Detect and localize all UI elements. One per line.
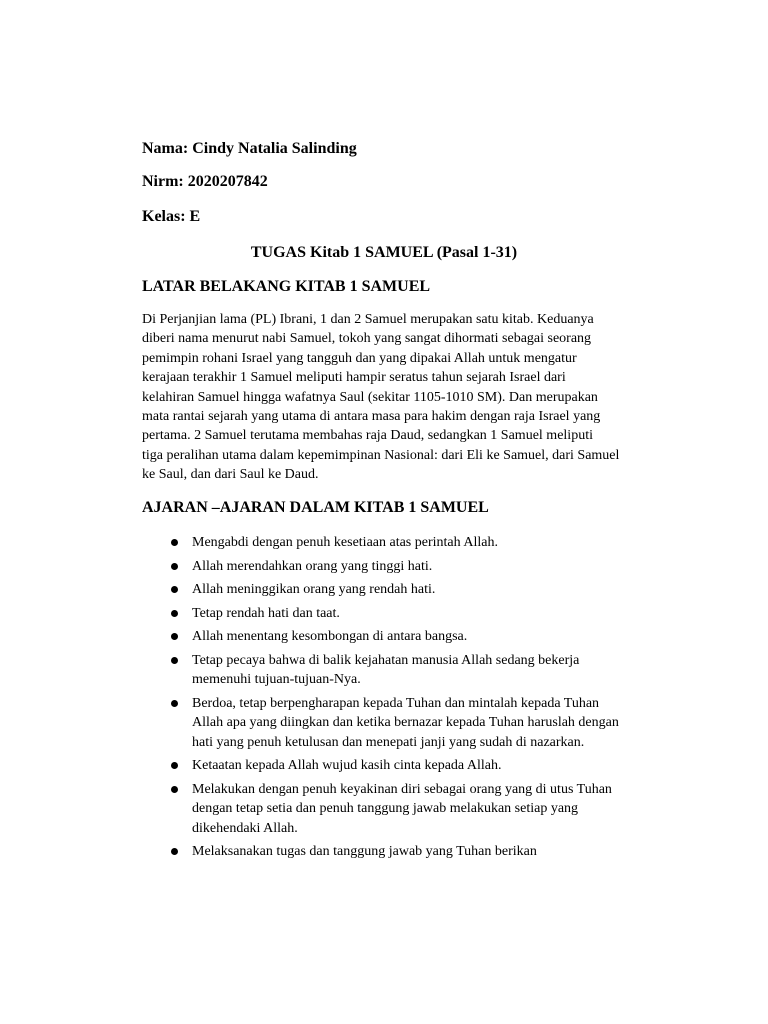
bullet-icon [171,610,178,617]
list-item [142,694,662,752]
teachings-list [142,533,662,866]
list-item-line: hati yang penuh ketulusan dan menepati janji yang sudah di nazarkan. [192,734,585,750]
list-item-line: dikehendaki Allah. [192,820,298,836]
list-item [142,557,662,576]
student-name-line: Nama: Cindy Natalia Salinding [142,140,357,157]
list-item-line: memenuhi tujuan-tujuan-Nya. [192,672,361,688]
background-paragraph [142,310,662,485]
bullet-icon [171,700,178,707]
list-item-line: Melaksanakan tugas dan tanggung jawab yang Tuhan berikan [192,844,537,860]
list-item-line: Mengabdi dengan penuh kesetiaan atas perintah Allah. [192,535,498,550]
bullet-icon [171,762,178,769]
list-item-line: Allah apa yang diingkan dan ketika bernazar kepada Tuhan haruslah dengan [192,715,619,731]
list-item-line: Ketaatan kepada Allah wujud kasih cinta kepada Allah. [192,758,502,774]
list-item [142,780,662,838]
background-heading: LATAR BELAKANG KITAB 1 SAMUEL [142,278,431,295]
list-item-line: Melakukan dengan penuh keyakinan diri sebagai orang yang di utus Tuhan [192,781,612,797]
list-item [142,651,662,690]
list-item-line: Berdoa, tetap berpengharapan kepada Tuhan dan mintalah kepada Tuhan [192,695,600,711]
bullet-icon [171,563,178,570]
list-item [142,533,662,552]
teachings-heading: AJARAN –AJARAN DALAM KITAB 1 SAMUEL [142,499,489,516]
student-class-line: Kelas: E [142,208,201,225]
list-item-line: Tetap rendah hati dan taat. [192,605,340,621]
list-item [142,580,662,599]
bullet-icon [171,786,178,793]
list-item [142,604,662,623]
paragraph-line: ke Saul, dan dari Saul ke Daud. [142,467,319,483]
list-item-line: Allah menentang kesombongan di antara bangsa. [192,629,468,645]
bullet-icon [171,848,178,855]
list-item-line: Allah meninggikan orang yang rendah hati. [192,582,436,598]
paragraph-line: tiga peralihan utama dalam kepemimpinan Nasional: dari Eli ke Samuel, dari Samuel [142,447,620,463]
list-item [142,627,662,646]
document-title: TUGAS Kitab 1 SAMUEL (Pasal 1-31) [250,244,518,261]
bullet-icon [171,586,178,593]
paragraph-line: pertama. 2 Samuel terutama membahas raja Daud, sedangkan 1 Samuel meliputi [142,428,593,444]
paragraph-line: pemimpin rohani Israel yang tangguh dan yang dipakai Allah untuk mengatur [142,350,577,366]
bullet-icon [171,657,178,664]
bullet-icon [171,539,178,546]
paragraph-line: kerajaan terakhir 1 Samuel meliputi hampir seratus tahun sejarah Israel dari [142,370,566,386]
list-item [142,842,662,861]
paragraph-line: mata rantai sejarah yang utama di antara masa para hakim dengan raja Israel yang [142,409,601,425]
student-nirm-line: Nirm: 2020207842 [142,173,268,190]
paragraph-line: kelahiran Samuel hingga wafatnya Saul (sekitar 1105-1010 SM). Dan merupakan [142,389,598,405]
list-item [142,756,662,775]
bullet-icon [171,633,178,640]
list-item-line: dengan tetap setia dan penuh tanggung jawab melakukan setiap yang [192,801,579,817]
list-item-line: Allah merendahkan orang yang tinggi hati. [192,558,433,574]
paragraph-line: diberi nama menurut nabi Samuel, tokoh yang sangat dihormati sebagai seorang [142,331,592,347]
list-item-line: Tetap pecaya bahwa di balik kejahatan manusia Allah sedang bekerja [192,652,580,668]
paragraph-line: Di Perjanjian lama (PL) Ibrani, 1 dan 2 Samuel merupakan satu kitab. Keduanya [142,312,594,327]
